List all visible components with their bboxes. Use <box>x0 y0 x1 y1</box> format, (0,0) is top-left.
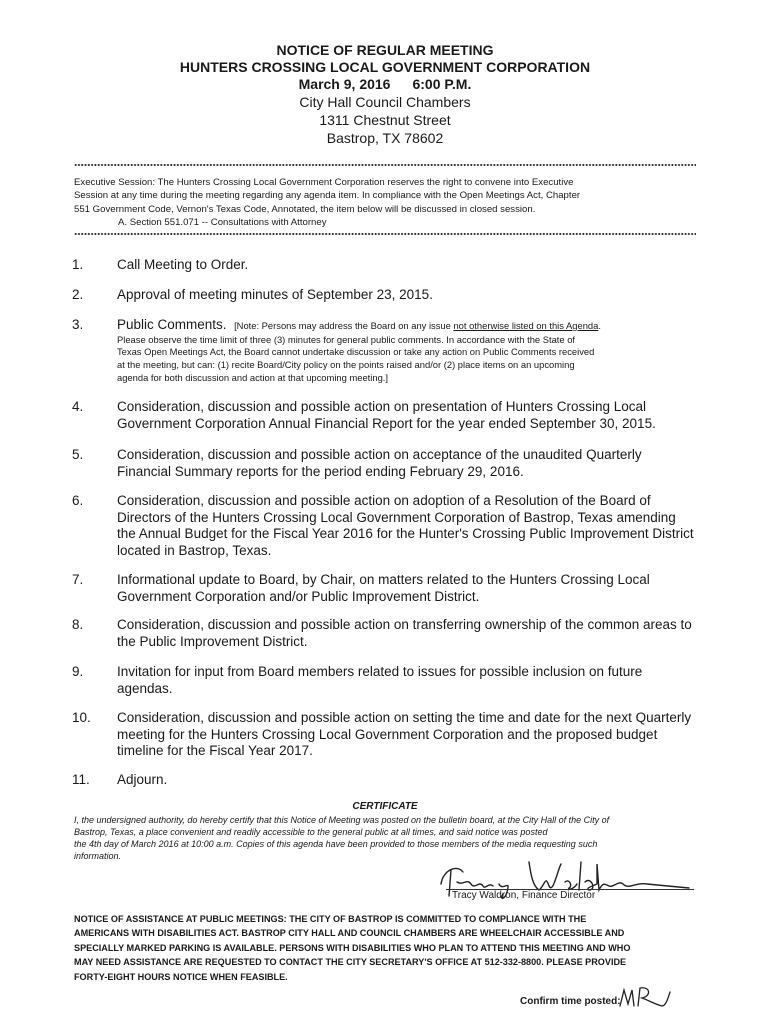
notice-title: NOTICE OF REGULAR MEETING <box>276 42 494 58</box>
agenda-item-number: 5. <box>72 447 84 462</box>
handwritten-initials <box>616 982 672 1012</box>
certificate-title: CERTIFICATE <box>352 801 418 812</box>
public-comments-line: Texas Open Meetings Act, the Board cannot undertake discussion or take any action on Public Comments received <box>117 346 595 358</box>
agenda-item-number: 6. <box>72 493 84 508</box>
executive-session <box>74 176 704 229</box>
agenda-item-number: 2. <box>72 287 84 302</box>
confirm-time-label: Confirm time posted: <box>520 996 621 1007</box>
agenda-item-number: 11. <box>72 772 90 787</box>
asterisk-divider-bottom <box>74 232 696 236</box>
agenda-item-text: Consideration, discussion and possible action on adoption of a Resolution of the Board of Directors of the Hunters Crossing Local Government Corporation of Bastrop, Texas amending the Annual Budget for the Fiscal Year 2016 for the Hunter's Crossing Public Improvement District located in Bastrop, Texas. <box>117 493 694 558</box>
certificate-line: the 4th day of March 2016 at 10:00 a.m. Copies of this agenda have been provided to those members of the media requesting such <box>74 839 598 849</box>
organization-name: HUNTERS CROSSING LOCAL GOVERNMENT CORPORATION <box>179 59 591 75</box>
exec-line: Session at any time during the meeting regarding any agenda item. In compliance with the Open Meetings Act, Chapter <box>74 190 581 202</box>
certificate-line: information. <box>74 851 122 861</box>
public-comments-line: at the meeting, but can: (1) recite Board/City policy on the points raised and/or (2) place items on an upcoming <box>117 359 575 371</box>
certificate-text <box>74 814 704 862</box>
agenda-item-number: 3. <box>72 317 84 332</box>
meeting-header <box>0 42 770 147</box>
certificate-line: Bastrop, Texas, a place convenient and readily accessible to the general public at all times, and said notice was posted <box>74 827 548 837</box>
public-comments-lead: Public Comments. <box>117 317 227 332</box>
agenda-item-text: Informational update to Board, by Chair, on matters related to the Hunters Crossing Local Government Corporation and/or Public Improvement District. <box>117 572 650 604</box>
certificate-line: I, the undersigned authority, do hereby certify that this Notice of Meeting was posted on the bulletin board, at the City Hall of the City of <box>74 815 610 825</box>
exec-line: Executive Session: The Hunters Crossing Local Government Corporation reserves the right to convene into Executive <box>74 177 574 188</box>
agenda-item-text <box>117 317 695 385</box>
ada-notice <box>74 912 698 984</box>
agenda-item-text: Invitation for input from Board members related to issues for possible inclusion on future agendas. <box>117 664 643 696</box>
notice-line: SPECIALLY MARKED PARKING IS AVAILABLE. PERSONS WITH DISABILITIES WHO PLAN TO ATTEND THIS MEETING AND WHO <box>74 942 631 953</box>
exec-section: A. Section 551.071 -- Consultations with Attorney <box>118 216 327 228</box>
exec-line: 551 Government Code, Vernon's Texas Code, Annotated, the item below will be discussed in closed session. <box>74 203 536 215</box>
meeting-city: Bastrop, TX 78602 <box>326 130 444 146</box>
public-comments-line: agenda for both discussion and action at that upcoming meeting.] <box>117 371 389 383</box>
asterisk-divider-top <box>74 163 696 167</box>
public-comments-note-underlined: not otherwise listed on this Agenda <box>453 320 599 331</box>
agenda-item-text: Approval of meeting minutes of September 23, 2015. <box>117 287 433 302</box>
notice-line: NOTICE OF ASSISTANCE AT PUBLIC MEETINGS: THE CITY OF BASTROP IS COMMITTED TO COMPLIANCE WITH THE <box>74 914 587 924</box>
notice-line: MAY NEED ASSISTANCE ARE REQUESTED TO CONTACT THE CITY SECRETARY'S OFFICE AT 512-332-8800. PLEASE PROVIDE <box>74 957 627 968</box>
meeting-date: March 9, 2016 <box>298 76 391 92</box>
notice-line: FORTY-EIGHT HOURS NOTICE WHEN FEASIBLE. <box>74 971 288 982</box>
agenda-item-number: 9. <box>72 664 84 679</box>
agenda-item-text: Call Meeting to Order. <box>117 257 249 272</box>
meeting-time: 6:00 P.M. <box>412 76 472 92</box>
meeting-date-time <box>0 76 770 93</box>
agenda-item-text: Consideration, discussion and possible action on acceptance of the unaudited Quarterly Financial Summary reports for the period ending February 29, 2016. <box>117 447 642 479</box>
public-comments-line: Please observe the time limit of three (3) minutes for general public comments. In accordance with the State of <box>117 333 576 345</box>
meeting-street: 1311 Chestnut Street <box>319 112 451 128</box>
notice-line: AMERICANS WITH DISABILITIES ACT. BASTROP CITY HALL AND COUNCIL CHAMBERS ARE WHEELCHAIR ACCESSIBLE AND <box>74 928 625 939</box>
agenda-item-number: 8. <box>72 617 84 632</box>
agenda-item-number: 10. <box>72 710 91 725</box>
agenda-item-number: 1. <box>72 257 84 272</box>
agenda-item-number: 4. <box>72 399 84 414</box>
meeting-location: City Hall Council Chambers <box>299 94 471 110</box>
agenda-item-number: 7. <box>72 572 84 587</box>
signer-name-title: Tracy Waldron, Finance Director <box>452 890 596 901</box>
agenda-item-text: Adjourn. <box>117 772 168 787</box>
agenda-item-text: Consideration, discussion and possible action on presentation of Hunters Crossing Local Government Corporation Annual Financial Report for the year ended September 30, 2015. <box>117 399 656 431</box>
public-comments-note: [Note: Persons may address the Board on any issue <box>234 320 454 331</box>
agenda-item-text: Consideration, discussion and possible action on setting the time and date for the next Quarterly meeting for the Hunters Crossing Local Government Corporation and the proposed budget timeline for the Fiscal Year 2017. <box>117 710 692 758</box>
public-comments-note-end: . <box>598 320 601 331</box>
agenda-item-text: Consideration, discussion and possible action on transferring ownership of the common areas to the Public Improvement District. <box>117 617 692 649</box>
